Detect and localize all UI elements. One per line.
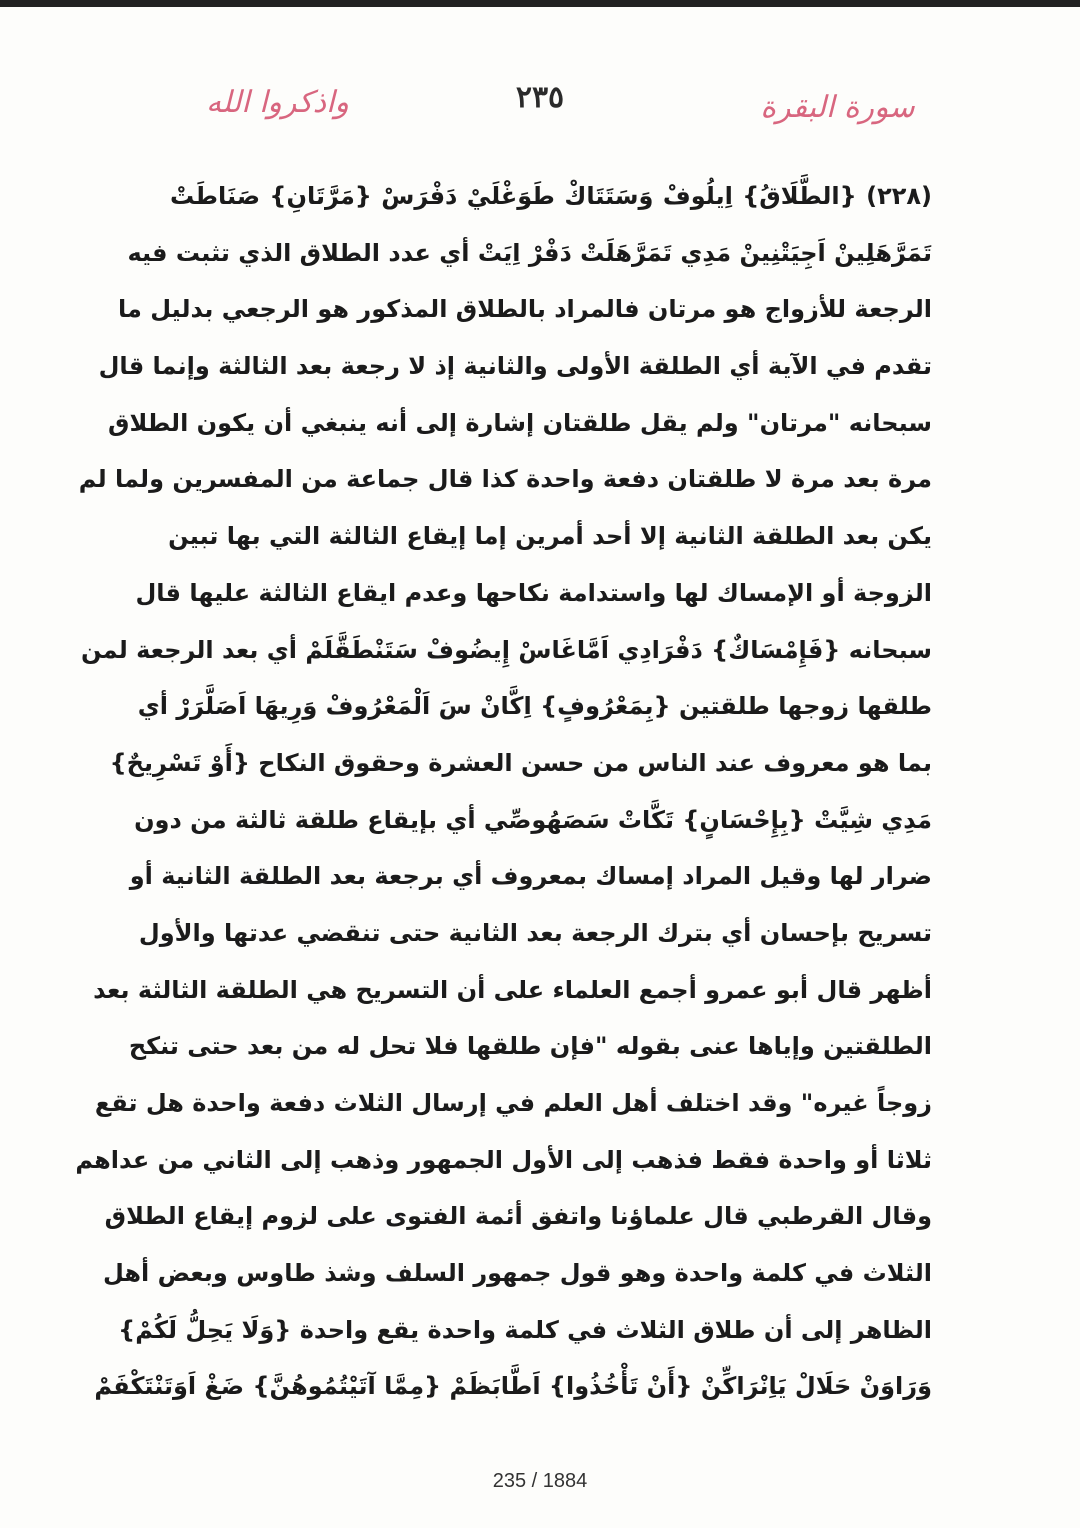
- handwritten-surah-note: سورة البقرة: [760, 90, 915, 125]
- text-line: الزوجة أو الإمساك لها واستدامة نكاحها وعدم ايقاع الثالثة عليها قال: [135, 578, 932, 607]
- text-line: الطلقتين وإياها عنى بقوله "فإن طلقها فلا تحل له من بعد حتى تنكح: [128, 1032, 932, 1061]
- body-text: [75, 168, 932, 1415]
- text-line: تقدم في الآية أي الطلقة الأولى والثانية إذ لا رجعة بعد الثالثة وإنما قال: [98, 352, 932, 381]
- text-line: ثلاثا أو واحدة فقط فذهب إلى الأول الجمهور وذهب إلى الثاني من عداهم: [75, 1145, 932, 1174]
- text-line: وَرَاوَنْ حَلَالْ يَاِنْرَاكِّنْ {أَنْ تَأْخُذُوا} اَطَّابَظَمْ {مِمَّا آتَيْتُمُوهُنَّ} ضَغْ اَوَتَنْتَكْفَمْ: [94, 1372, 932, 1401]
- text-line: يكن بعد الطلقة الثانية إلا أحد أمرين إما إيقاع الثالثة التي بها تبين: [168, 522, 932, 551]
- text-line: طلقها زوجها طلقتين {بِمَعْرُوفٍ} اِكَّانْ سَ اَلْمَعْرُوفْ وَرِيهَا اَصَلَّرَرْ أي: [137, 692, 932, 721]
- text-line: تَمَرَّهَلِينْ اَجِيَتْنِينْ مَدِي تَمَرَّهَلَتْ دَفْرْ اِيَتْ أي عدد الطلاق الذي تثبت فيه: [127, 238, 932, 267]
- text-line: الثلاث في كلمة واحدة وهو قول جمهور السلف وشذ طاوس وبعض أهل: [102, 1259, 932, 1288]
- text-line: مرة بعد مرة لا طلقتان دفعة واحدة كذا قال جماعة من المفسرين ولما لم: [78, 465, 932, 494]
- text-line: مَدِي شِيَّتْ {بِإِحْسَانٍ} تَكَّاتْ سَصَهُوصِّي أي بإيقاع طلقة ثالثة من دون: [134, 805, 932, 834]
- text-line: وقال القرطبي قال علماؤنا واتفق أئمة الفتوى على لزوم إيقاع الطلاق: [104, 1202, 932, 1231]
- text-line: بما هو معروف عند الناس من حسن العشرة وحقوق النكاح {أَوْ تَسْرِيحٌ}: [109, 748, 932, 777]
- text-line: زوجاً غيره" وقد اختلف أهل العلم في إرسال الثلاث دفعة واحدة هل تقع: [94, 1089, 932, 1117]
- text-line: (٢٢٨) {الطَّلَاقُ} اِيلُوفْ وَسَتَتَاكْ طَوَغْلَيْ دَفْرَسْ {مَرَّتَانِ} صَنَاطَتْ: [170, 182, 932, 210]
- handwritten-margin-note: واذكروا الله: [206, 85, 349, 120]
- text-line: ضرار لها وقيل المراد إمساك بمعروف أي برجعة بعد الطلقة الثانية أو: [129, 862, 932, 891]
- text-line: الظاهر إلى أن طلاق الثلاث في كلمة واحدة يقع واحدة {وَلَا يَحِلُّ لَكُمْ}: [118, 1315, 932, 1344]
- text-line: أظهر قال أبو عمرو أجمع العلماء على أن التسريح هي الطلقة الثالثة بعد: [93, 975, 932, 1004]
- text-line: الرجعة للأزواج هو مرتان فالمراد بالطلاق المذكور هو الرجعي بدليل ما: [118, 295, 932, 324]
- page-counter: 235 / 1884: [492, 1470, 588, 1492]
- text-line: سبحانه "مرتان" ولم يقل طلقتان إشارة إلى أنه ينبغي أن يكون الطلاق: [108, 408, 932, 437]
- top-border: [0, 0, 1080, 7]
- text-line: تسريح بإحسان أي بترك الرجعة بعد الثانية حتى تنقضي عدتها والأول: [138, 918, 932, 947]
- text-line: سبحانه {فَإِمْسَاكٌ} دَفْرَادِي اَمَّاغَاسْ إِيضُوفْ سَتَنْطَقَّلَمْ أي بعد الرجعة لمن: [81, 635, 932, 664]
- page-number: ٢٣٥: [515, 80, 565, 115]
